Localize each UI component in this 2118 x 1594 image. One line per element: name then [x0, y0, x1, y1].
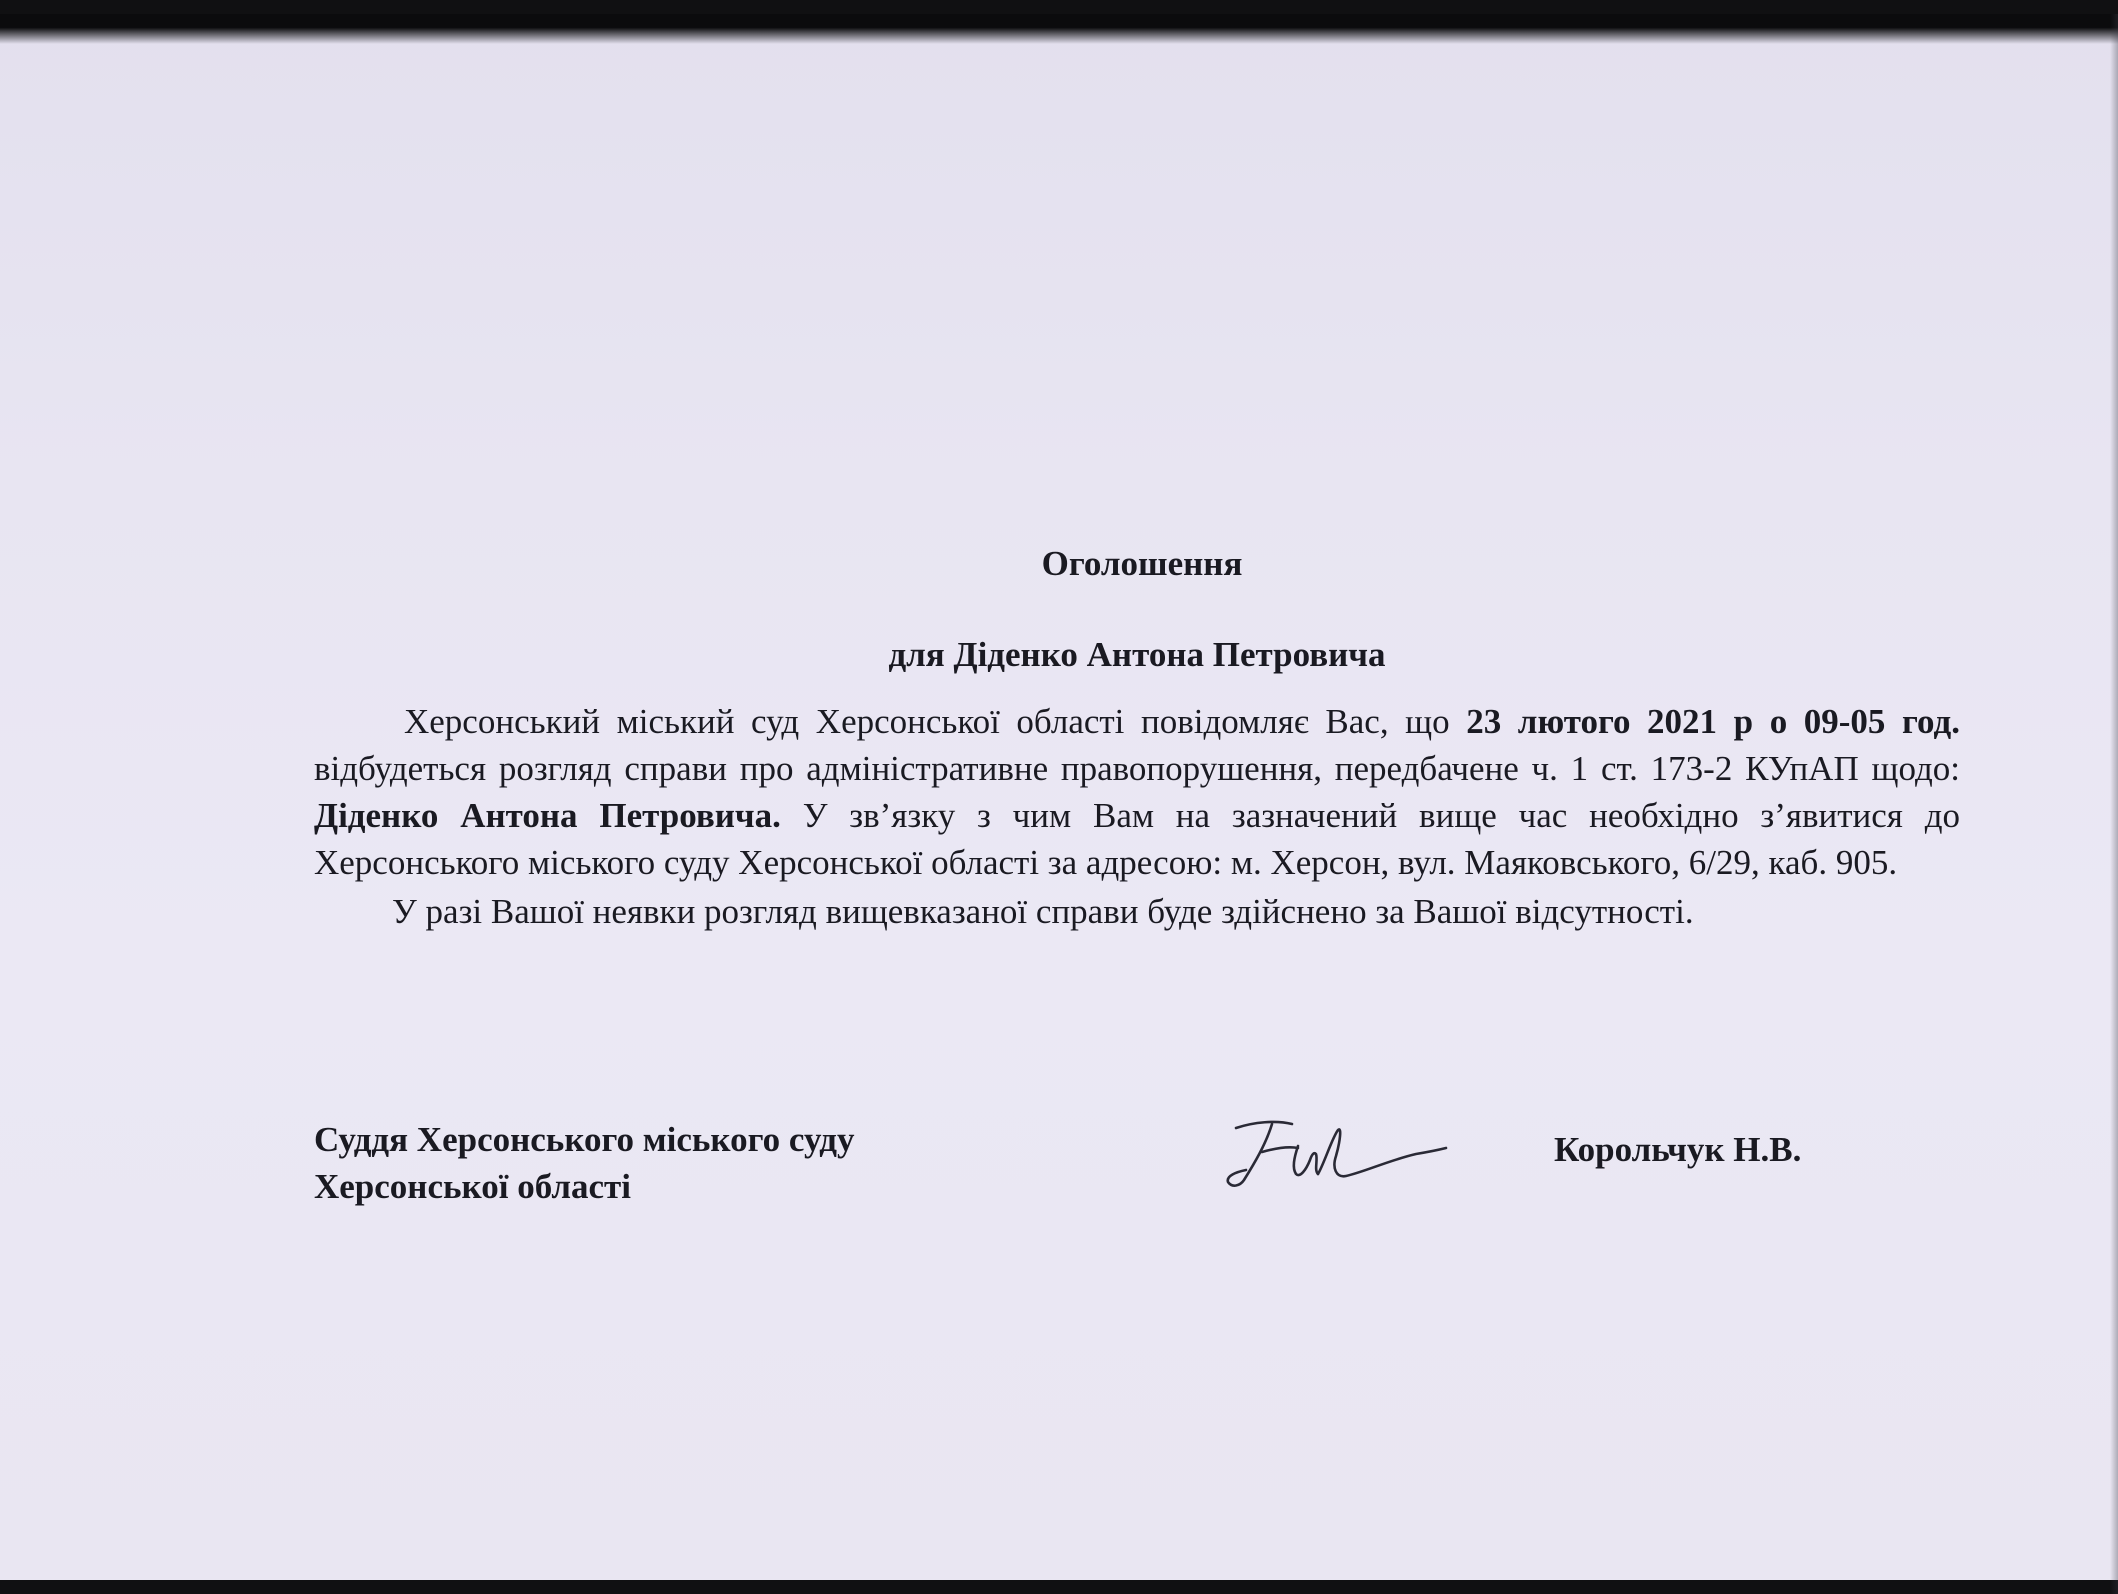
- paper-shadow-edge: [2110, 14, 2118, 1594]
- notice-addressee: для Діденко Антона Петровича: [888, 635, 1386, 674]
- paper-torn-edge: [0, 14, 2118, 44]
- paragraph-text: У зв’язку з чим Вам на зазначений вище час необхідно з’явитися до Херсонського міського суду Херсонської області за адресою: м. Херсон, вул. Маяковського, 6/29, каб. 905.: [314, 796, 1961, 882]
- paragraph-text: відбудеться розгляд справи про адміністративне правопорушення, передбачене ч. 1 ст. 173-2 КУпАП щодо:: [314, 749, 1960, 788]
- judge-title-line: Суддя Херсонського міського суду: [314, 1120, 855, 1159]
- notice-body: [314, 540, 1960, 935]
- notice-paragraph-main: [314, 698, 1960, 886]
- signature-block: [314, 1116, 1960, 1226]
- defendant-name: Діденко Антона Петровича.: [314, 796, 781, 835]
- judge-title-line: Херсонської області: [314, 1167, 631, 1206]
- hearing-datetime: 23 лютого 2021 р о 09-05 год.: [1466, 702, 1960, 741]
- notice-paragraph-absence: У разі Вашої неявки розгляд вищевказаної справи буде здійснено за Вашої відсутності.: [392, 892, 1694, 931]
- paragraph-text: Херсонський міський суд Херсонської області повідомляє Вас, що: [404, 702, 1467, 741]
- handwritten-signature: [1214, 1108, 1454, 1198]
- notice-title: Оголошення: [1041, 544, 1243, 583]
- judge-name: Корольчук Н.В.: [1554, 1130, 1802, 1169]
- judge-title: [314, 1116, 1014, 1210]
